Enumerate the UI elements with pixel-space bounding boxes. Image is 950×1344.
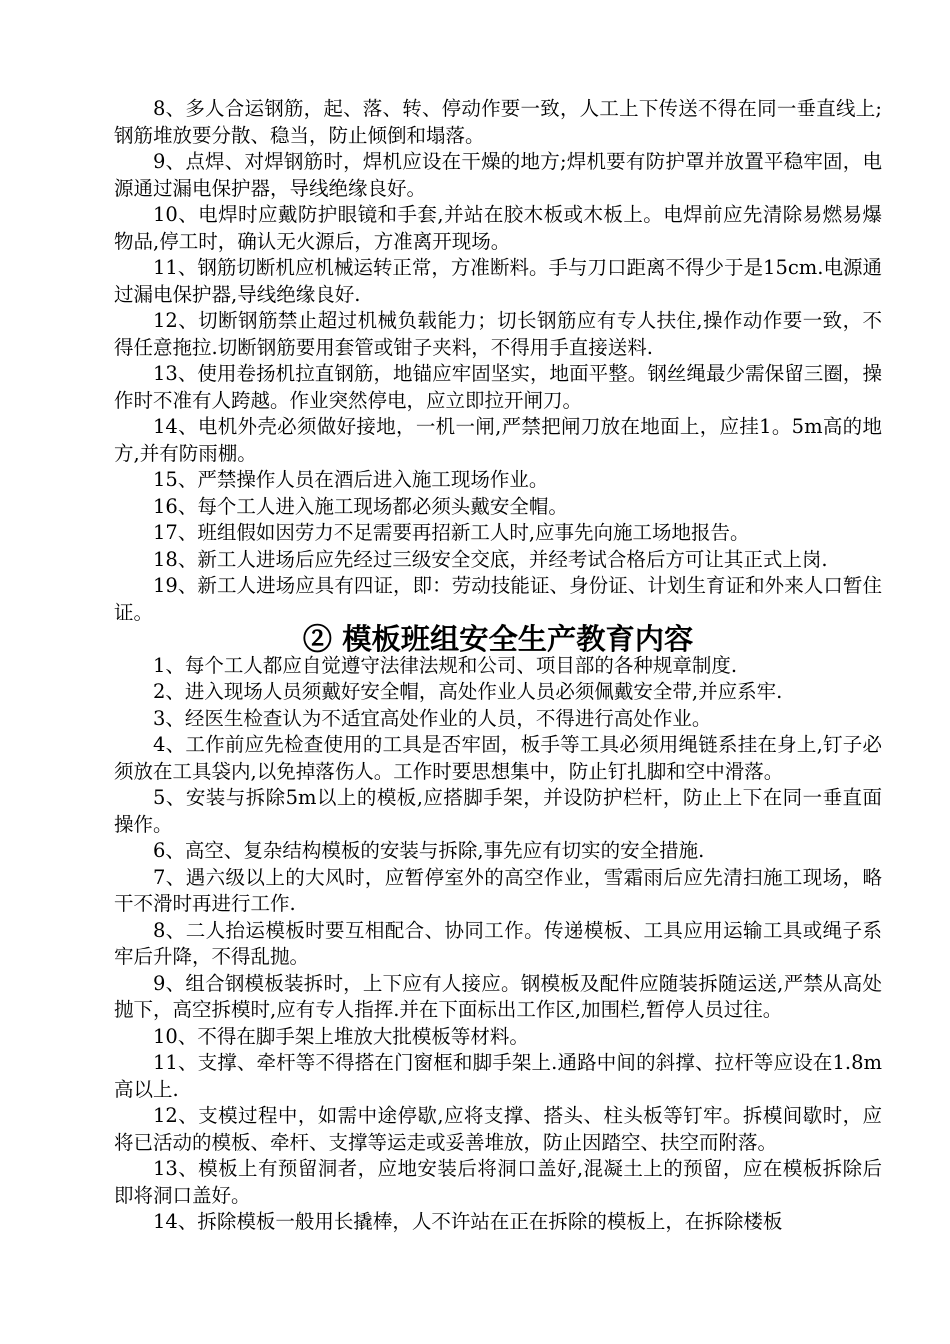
rule-paragraph-17: 17、班组假如因劳力不足需要再招新工人时,应事先向施工场地报告。	[153, 521, 750, 544]
formwork-paragraph-1: 1、每个工人都应自觉遵守法律法规和公司、项目部的各种规章制度.	[153, 653, 738, 677]
formwork-paragraph-6: 6、高空、复杂结构模板的安装与拆除,事先应有切实的安全措施.	[153, 839, 705, 862]
formwork-paragraph-5: 5、安装与拆除5m以上的模板,应搭脚手架，并设防护栏杆，防止上下在同一垂直面操作。	[114, 786, 882, 836]
rule-paragraph-19: 19、新工人进场应具有四证，即：劳动技能证、身份证、计划生育证和外来人口暂住证。	[114, 574, 882, 624]
rule-paragraph-13: 13、使用卷扬机拉直钢筋，地锚应牢固坚实，地面平整。钢丝绳最少需保留三圈，操作时不准有人跨越。作业突然停电，应立即拉开闸刀。	[114, 362, 882, 412]
rule-paragraph-18: 18、新工人进场后应先经过三级安全交底，并经考试合格后方可让其正式上岗.	[153, 547, 828, 571]
rule-paragraph-10: 10、电焊时应戴防护眼镜和手套,并站在胶木板或木板上。电焊前应先清除易燃易爆物品,停工时，确认无火源后，方准离开现场。	[114, 203, 882, 253]
formwork-paragraph-14: 14、拆除模板一般用长撬棒，人不许站在正在拆除的模板上，在拆除楼板	[153, 1210, 783, 1233]
formwork-paragraph-12: 12、支模过程中，如需中途停歇,应将支撑、搭头、柱头板等钉牢。拆模间歇时，应将已活动的模板、牵杆、支撑等运走或妥善堆放，防止因踏空、扶空而附落。	[114, 1104, 882, 1154]
formwork-paragraph-13: 13、模板上有预留洞者，应地安装后将洞口盖好,混凝土上的预留，应在模板拆除后即将洞口盖好。	[114, 1157, 882, 1207]
rule-paragraph-15: 15、严禁操作人员在酒后进入施工现场作业。	[153, 468, 549, 491]
rebar-safety-rules	[114, 96, 882, 626]
section-heading: ② 模板班组安全生产教育内容	[302, 622, 694, 656]
formwork-paragraph-4: 4、工作前应先检查使用的工具是否牢固，板手等工具必须用绳链系挂在身上,钉子必须放在工具袋内,以免掉落伤人。工作时要思想集中，防止钉扎脚和空中滑落。	[114, 733, 882, 783]
rule-paragraph-12: 12、切断钢筋禁止超过机械负载能力；切长钢筋应有专人扶住,操作动作要一致，不得任意拖拉.切断钢筋要用套管或钳子夹料，不得用手直接送料.	[114, 309, 882, 359]
rule-paragraph-9: 9、点焊、对焊钢筋时，焊机应设在干燥的地方;焊机要有防护罩并放置平稳牢固，电源通过漏电保护器，导线绝缘良好。	[114, 150, 882, 200]
rule-paragraph-8: 8、多人合运钢筋，起、落、转、停动作要一致，人工上下传送不得在同一垂直线上;钢筋堆放要分散、稳当，防止倾倒和塌落。	[114, 97, 882, 147]
formwork-paragraph-7: 7、遇六级以上的大风时，应暂停室外的高空作业，雪霜雨后应先清扫施工现场，略干不滑时再进行工作.	[114, 865, 882, 915]
formwork-paragraph-9: 9、组合钢模板装拆时，上下应有人接应。钢模板及配件应随装拆随运送,严禁从高处抛下，高空拆模时,应有专人指挥.并在下面标出工作区,加围栏,暂停人员过往。	[114, 971, 882, 1021]
formwork-paragraph-3: 3、经医生检查认为不适宜高处作业的人员，不得进行高处作业。	[153, 706, 712, 730]
formwork-paragraph-11: 11、支撑、牵杆等不得搭在门窗框和脚手架上.通路中间的斜撑、拉杆等应设在1.8m高以上.	[114, 1051, 882, 1101]
formwork-paragraph-10: 10、不得在脚手架上堆放大批模板等材料。	[153, 1024, 529, 1048]
rule-paragraph-16: 16、每个工人进入施工现场都必须头戴安全帽。	[153, 494, 568, 518]
formwork-paragraph-2: 2、进入现场人员须戴好安全帽，高处作业人员必须佩戴安全带,并应系牢.	[153, 680, 783, 703]
document-page	[114, 96, 882, 1236]
formwork-safety-rules	[114, 653, 882, 1236]
rule-paragraph-11: 11、钢筋切断机应机械运转正常，方准断料。手与刀口距离不得少于是15cm.电源通过漏电保护器,导线绝缘良好.	[114, 256, 882, 306]
rule-paragraph-14: 14、电机外壳必须做好接地，一机一闸,严禁把闸刀放在地面上，应挂1。5m高的地方,并有防雨棚。	[114, 415, 882, 465]
formwork-paragraph-8: 8、二人抬运模板时要互相配合、协同工作。传递模板、工具应用运输工具或绳子系牢后升降，不得乱抛。	[114, 918, 882, 968]
